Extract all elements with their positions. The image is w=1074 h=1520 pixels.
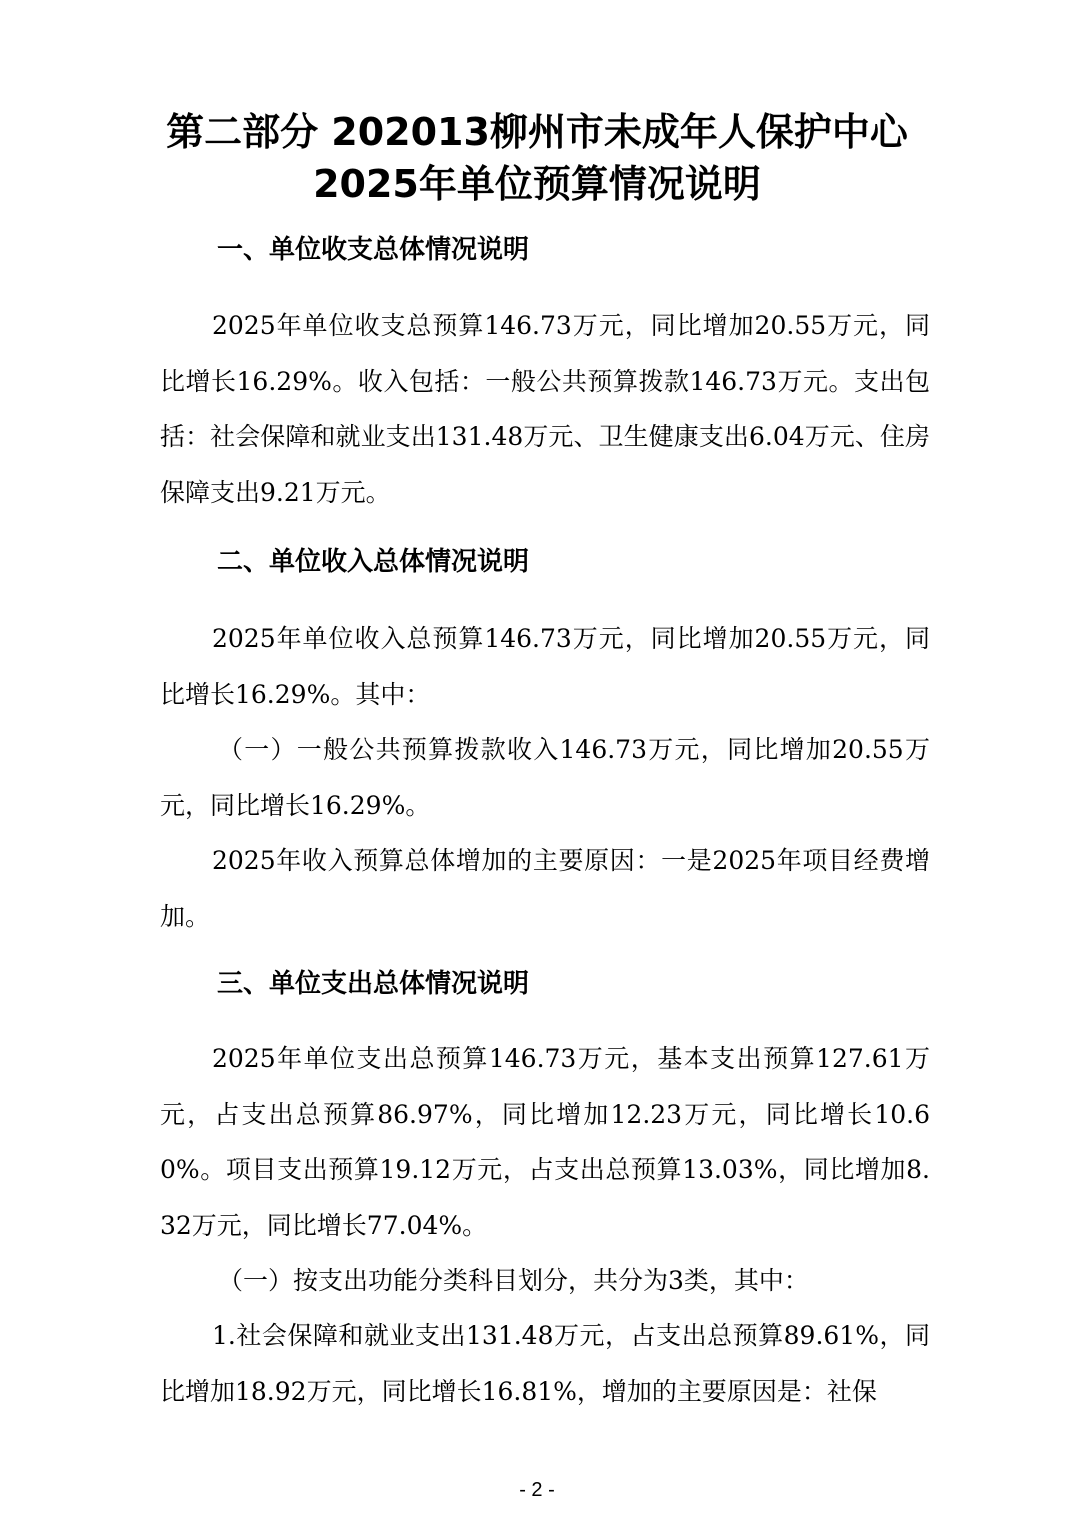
title-line-2: 2025年单位预算情况说明 [313, 162, 761, 206]
section-3-paragraph-3: 1.社会保障和就业支出131.48万元，占支出总预算89.61%，同比增加18.92万元，同比增长16.81%，增加的主要原因是：社保 [160, 1321, 930, 1406]
section-3-paragraph-2: （一）按支出功能分类科目划分，共分为3类，其中： [218, 1266, 809, 1295]
section-2-paragraph-1: 2025年单位收入总预算146.73万元，同比增加20.55万元，同比增长16.29%。其中： [160, 624, 930, 709]
section-1-paragraph-1: 2025年单位收支总预算146.73万元，同比增加20.55万元，同比增长16.29%。收入包括：一般公共预算拨款146.73万元。支出包括：社会保障和就业支出131.48万元、卫生健康支出6.04万元、住房保障支出9.21万元。 [160, 311, 930, 507]
page-number: - 2 - [519, 1479, 555, 1501]
section-heading-1: 一、单位收支总体情况说明 [217, 235, 530, 265]
section-2-paragraph-2: （一）一般公共预算拨款收入146.73万元，同比增加20.55万元，同比增长16.29%。 [160, 735, 930, 820]
title-line-1: 第二部分 202013柳州市未成年人保护中心 [166, 110, 908, 154]
section-3-paragraph-1: 2025年单位支出总预算146.73万元，基本支出预算127.61万元，占支出总预算86.97%，同比增加12.23万元，同比增长10.60%。项目支出预算19.12万元，占支出总预算13.03%，同比增加8.32万元，同比增长77.04%。 [160, 1044, 930, 1240]
section-heading-2: 二、单位收入总体情况说明 [217, 547, 530, 577]
document-title [0, 106, 1074, 210]
section-2-paragraph-3: 2025年收入预算总体增加的主要原因：一是2025年项目经费增加。 [160, 846, 930, 931]
section-heading-3: 三、单位支出总体情况说明 [217, 969, 530, 999]
